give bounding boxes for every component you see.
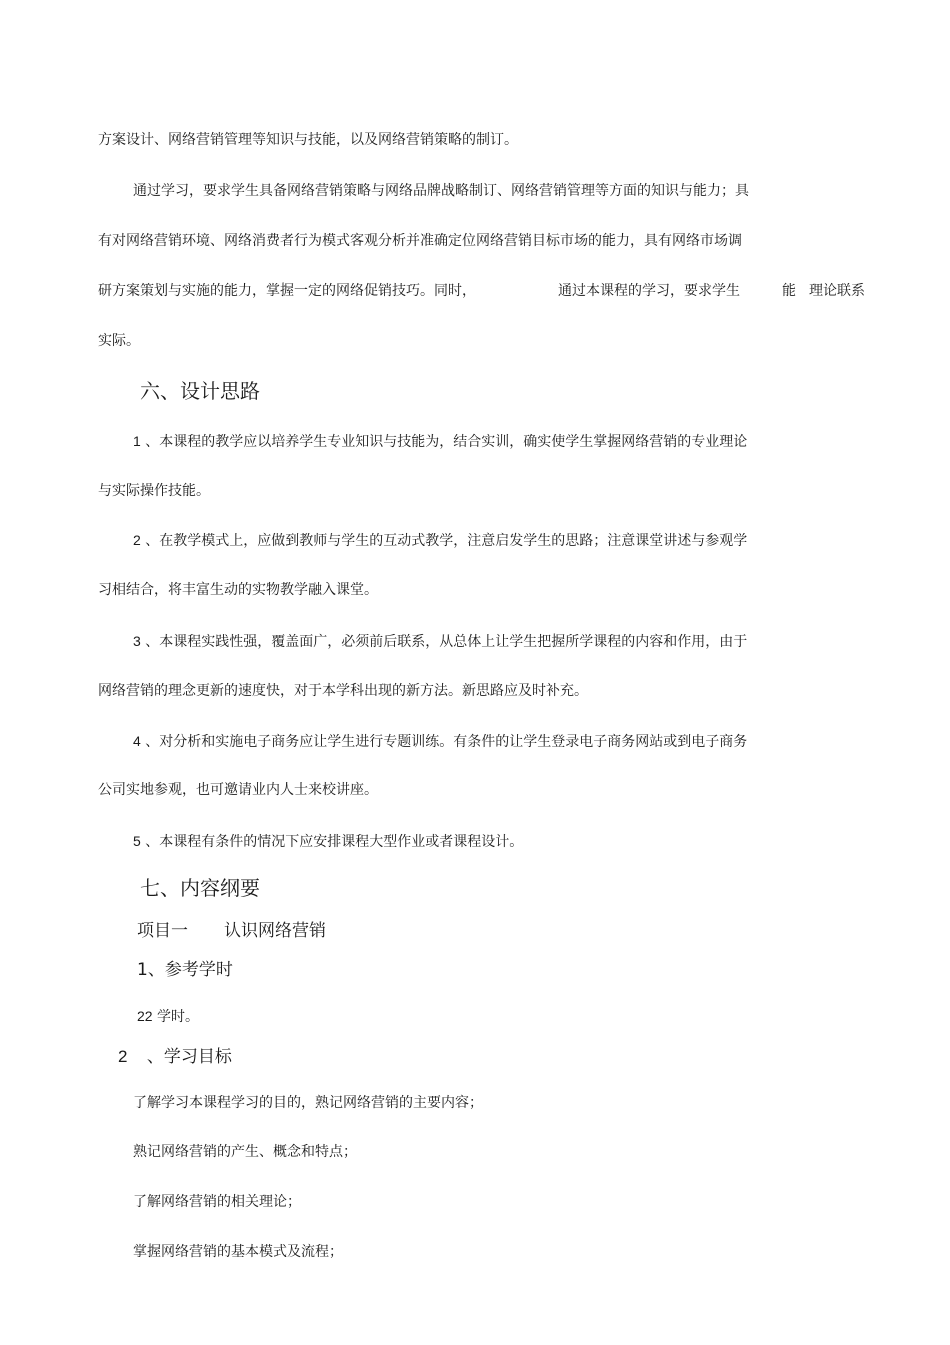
intro-line-4c: 能	[782, 283, 796, 299]
design-item-2-number: 2	[133, 532, 141, 548]
hours-heading: 1、参考学时	[137, 960, 233, 980]
design-item-3-number: 3	[133, 633, 141, 649]
intro-line-2: 通过学习，要求学生具备网络营销策略与网络品牌战略制订、网络营销管理等方面的知识与能力；具	[133, 183, 749, 199]
intro-line-4a: 研方案策划与实施的能力，掌握一定的网络促销技巧。同时，	[98, 283, 476, 299]
project-name: 认识网络营销	[224, 921, 326, 941]
goal-heading-text: 、学习目标	[146, 1047, 232, 1067]
goal-item-3: 了解网络营销的相关理论；	[133, 1194, 301, 1210]
design-item-1-line-2: 与实际操作技能。	[98, 483, 210, 499]
design-item-1-line-1	[133, 432, 747, 451]
goal-number: 2	[118, 1047, 128, 1066]
hours-unit: 学时。	[157, 1009, 200, 1025]
intro-line-4b: 通过本课程的学习，要求学生	[558, 283, 740, 299]
goal-item-1: 了解学习本课程学习的目的，熟记网络营销的主要内容；	[133, 1095, 483, 1111]
design-item-4-number: 4	[133, 733, 141, 749]
design-item-3-text: 、本课程实践性强，覆盖面广，必须前后联系，从总体上让学生把握所学课程的内容和作用，由于	[145, 634, 748, 650]
section-6-title: 六、设计思路	[140, 379, 260, 403]
design-item-5-line-1	[133, 832, 523, 851]
goal-item-4: 掌握网络营销的基本模式及流程；	[133, 1244, 343, 1260]
intro-line-3: 有对网络营销环境、网络消费者行为模式客观分析并准确定位网络营销目标市场的能力，具有网络市场调	[98, 233, 742, 249]
intro-line-1: 方案设计、网络营销管理等知识与技能，以及网络营销策略的制订。	[98, 132, 518, 148]
design-item-3-line-2: 网络营销的理念更新的速度快，对于本学科出现的新方法。新思路应及时补充。	[98, 683, 588, 699]
design-item-4-text: 、对分析和实施电子商务应让学生进行专题训练。有条件的让学生登录电子商务网站或到电子商务	[145, 734, 748, 750]
intro-line-4d: 理论联系	[809, 283, 865, 299]
intro-line-5: 实际。	[98, 333, 140, 349]
design-item-3-line-1	[133, 632, 747, 651]
design-item-1-number: 1	[133, 433, 141, 449]
goal-item-2: 熟记网络营销的产生、概念和特点；	[133, 1144, 357, 1160]
design-item-5-text: 、本课程有条件的情况下应安排课程大型作业或者课程设计。	[145, 834, 524, 850]
design-item-4-line-2: 公司实地参观，也可邀请业内人士来校讲座。	[98, 782, 378, 798]
hours-value	[137, 1007, 199, 1026]
design-item-1-text: 、本课程的教学应以培养学生专业知识与技能为，结合实训，确实使学生掌握网络营销的专业理论	[145, 434, 748, 450]
hours-number: 22	[137, 1008, 153, 1024]
section-7-title: 七、内容纲要	[140, 876, 260, 900]
design-item-2-line-2: 习相结合，将丰富生动的实物教学融入课堂。	[98, 582, 378, 598]
design-item-2-text: 、在教学模式上，应做到教师与学生的互动式教学，注意启发学生的思路；注意课堂讲述与参观学	[145, 533, 748, 549]
design-item-2-line-1	[133, 531, 747, 550]
design-item-4-line-1	[133, 732, 747, 751]
project-label: 项目一	[137, 921, 188, 941]
goal-heading	[118, 1046, 232, 1068]
design-item-5-number: 5	[133, 833, 141, 849]
